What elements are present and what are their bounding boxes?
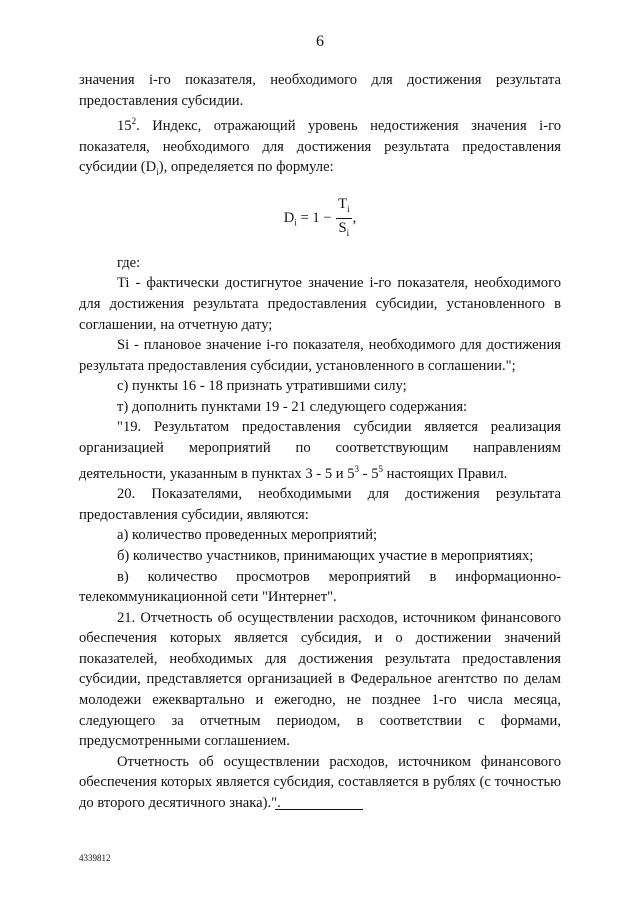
paragraph-15-2 (79, 111, 561, 183)
si-definition: Si - плановое значение i-го показателя, необходимого для достижения результата предоставления субсидии, установленного в соглашении."; (79, 337, 561, 374)
index-variable-subscript: i (156, 167, 159, 178)
paragraph-number-superscript: 2 (131, 116, 137, 127)
paragraph-text: . Индекс, отражающий уровень недостижения значения i-го показателя, необходимого для достижения результата предоставления субсидии ( (79, 118, 561, 176)
index-variable: D (145, 159, 157, 176)
paragraph-20: 20. Показателями, необходимыми для достижения результата предоставления субсидии, являются: (79, 486, 561, 523)
paragraph-21: 21. Отчетность об осуществлении расходов, источником финансового обеспечения которых является субсидия, и о достижении значений показателей, необходимых для достижения результата предоставления субсидии, представляется организацией в Федеральное агентство по делам молодежи ежеквартально и ежегодно, не позднее 1-го числа месяца, следующего за отчетным периодом, в соответствии с формами, предусмотренными соглашением. (79, 609, 561, 750)
superscript-5: 5 (378, 463, 383, 474)
formula-denominator: $S_i$ (338, 219, 350, 238)
separator-line (275, 809, 363, 810)
formula-lhs-subscript: i (294, 217, 297, 228)
item-b: б) количество участников, принимающих участие в мероприятиях; (117, 547, 534, 564)
document-body (79, 70, 561, 814)
item-a: а) количество проведенных мероприятий; (117, 527, 378, 544)
item-c: с) пункты 16 - 18 признать утратившими силу; (117, 378, 407, 395)
item-t: т) дополнить пунктами 19 - 21 следующего содержания: (117, 398, 468, 415)
formula (79, 195, 561, 239)
formula-tail: , (352, 209, 357, 226)
formula-fraction (336, 195, 351, 242)
where-label: где: (117, 254, 141, 271)
paragraph-number: 15 (117, 118, 132, 135)
document-code: 4339812 (79, 853, 111, 863)
page-number: 6 (316, 33, 324, 50)
ti-definition: Ti - фактически достигнутое значение i-го показателя, необходимого для достижения результата предоставления субсидии, установленного в соглашении, на отчетную дату; (79, 275, 561, 333)
formula-equals: = 1 − (296, 209, 336, 226)
paragraph-continuation: значения i-го показателя, необходимого для достижения результата предоставления субсидии. (79, 72, 561, 109)
paragraph-last: Отчетность об осуществлении расходов, источником финансового обеспечения которых является субсидия, составляется в рублях (с точностью до второго десятичного знака).". (79, 753, 561, 812)
paragraph-19: "19. Результатом предоставления субсидии является реализация организацией мероприятий по соответствующим направлениям деятельности, указанным в пунктах 3 - 5 и $5^3 - 5^5$ настоящих Правил. (79, 419, 561, 482)
formula-numerator: $T_i$ (336, 195, 351, 219)
formula-lhs: D (283, 209, 295, 226)
item-v: в) количество просмотров мероприятий в информационно-телекоммуникационной сети "Интернет". (79, 568, 561, 606)
paragraph-text-end: ), определяется по формуле: (158, 159, 334, 176)
superscript-3: 3 (354, 463, 360, 474)
